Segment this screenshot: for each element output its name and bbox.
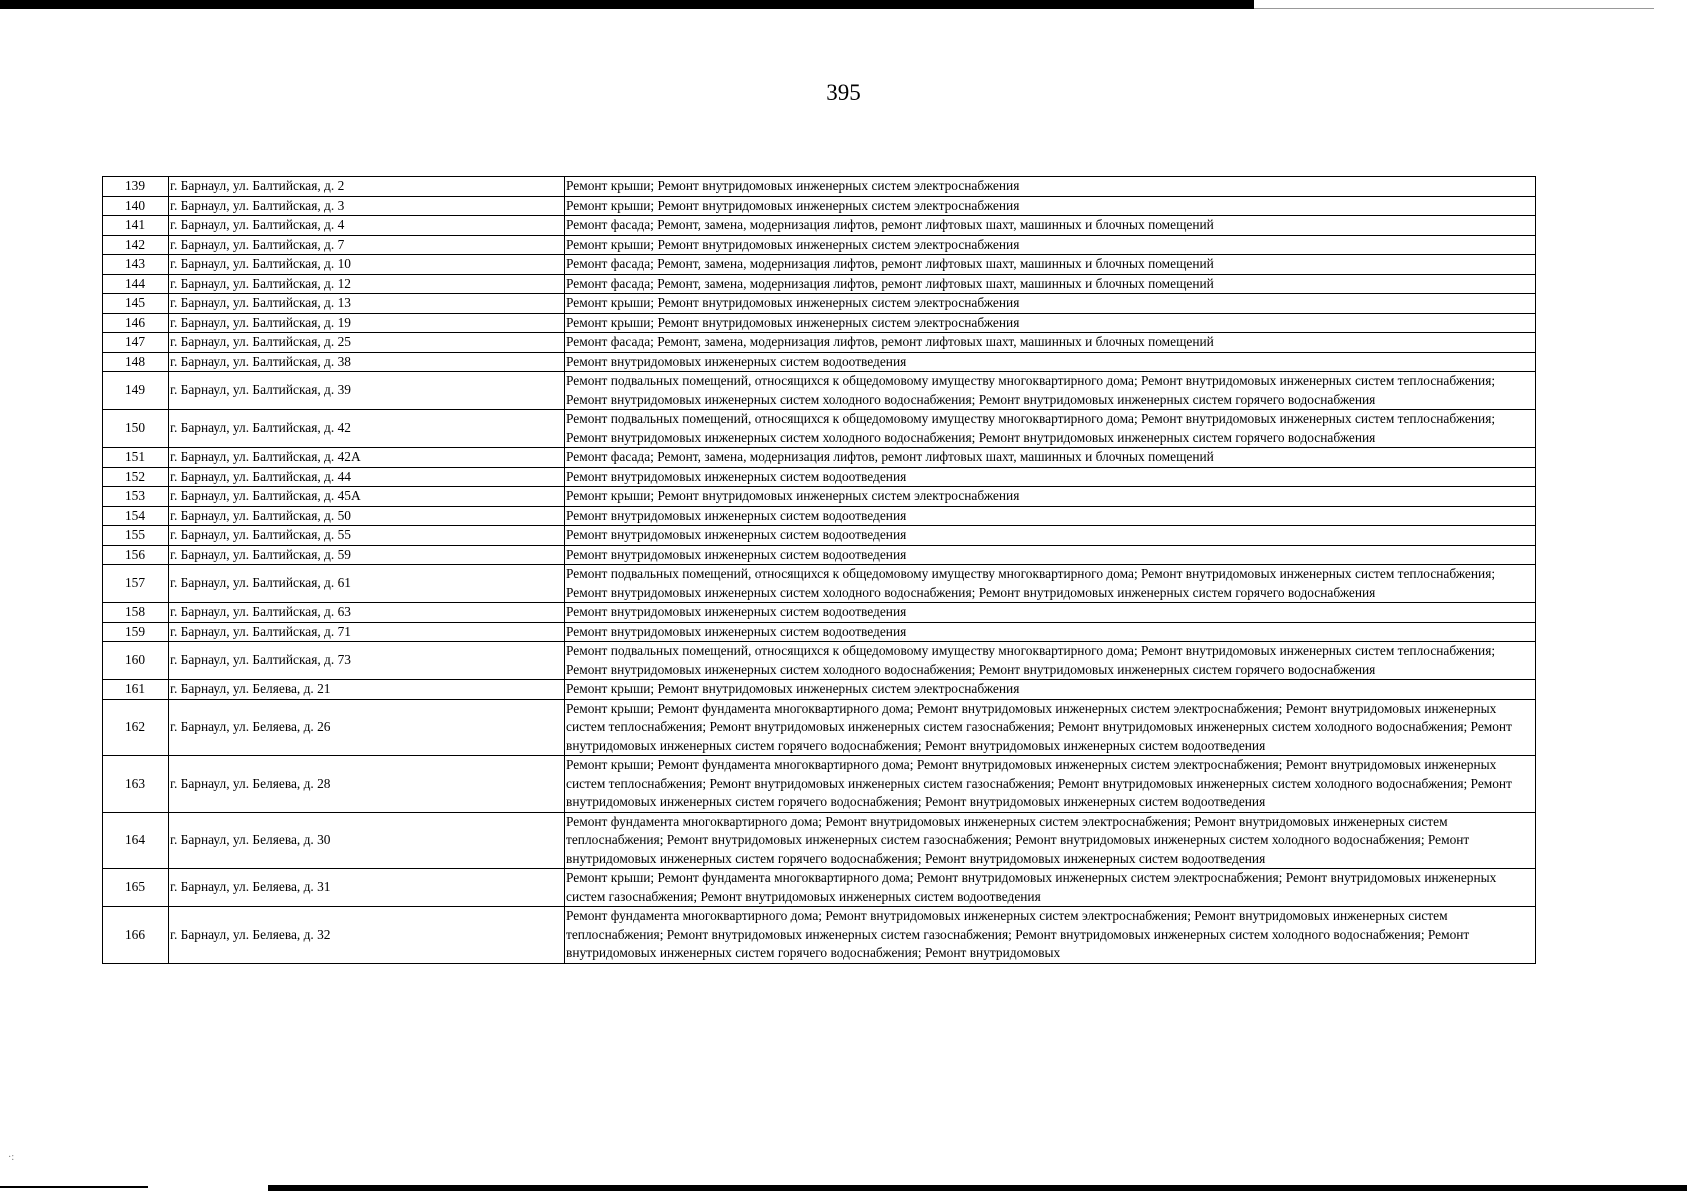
row-number: 153 — [103, 487, 169, 507]
row-number: 139 — [103, 177, 169, 197]
row-address: г. Барнаул, ул. Балтийская, д. 25 — [169, 333, 565, 353]
scan-border-bottom — [268, 1185, 1687, 1191]
row-works: Ремонт крыши; Ремонт внутридомовых инженерных систем электроснабжения — [565, 487, 1536, 507]
table-row — [103, 756, 1536, 813]
table-row — [103, 274, 1536, 294]
row-number: 156 — [103, 545, 169, 565]
table-row — [103, 196, 1536, 216]
row-number: 141 — [103, 216, 169, 236]
row-address: г. Барнаул, ул. Балтийская, д. 2 — [169, 177, 565, 197]
row-number: 158 — [103, 603, 169, 623]
row-address: г. Барнаул, ул. Балтийская, д. 39 — [169, 372, 565, 410]
row-number: 166 — [103, 907, 169, 964]
row-number: 151 — [103, 448, 169, 468]
table-row — [103, 410, 1536, 448]
row-address: г. Барнаул, ул. Беляева, д. 31 — [169, 869, 565, 907]
row-address: г. Барнаул, ул. Балтийская, д. 63 — [169, 603, 565, 623]
row-address: г. Барнаул, ул. Балтийская, д. 4 — [169, 216, 565, 236]
row-number: 145 — [103, 294, 169, 314]
table-row — [103, 526, 1536, 546]
row-address: г. Барнаул, ул. Балтийская, д. 38 — [169, 352, 565, 372]
row-number: 148 — [103, 352, 169, 372]
row-works: Ремонт внутридомовых инженерных систем водоотведения — [565, 622, 1536, 642]
row-works: Ремонт внутридомовых инженерных систем водоотведения — [565, 506, 1536, 526]
row-works: Ремонт фундамента многоквартирного дома; Ремонт внутридомовых инженерных систем электроснабжения; Ремонт внутридомовых инженерных систем теплоснабжения; Ремонт внутридомовых инженерных систем газоснабжения; Ремонт внутридомовых инженерных систем холодного водоснабжения; Ремонт внутридомовых инженерных систем горячего водоснабжения; Ремонт внутридомовых — [565, 907, 1536, 964]
table-row — [103, 545, 1536, 565]
table-row — [103, 372, 1536, 410]
table-row — [103, 812, 1536, 869]
row-number: 150 — [103, 410, 169, 448]
row-address: г. Барнаул, ул. Беляева, д. 26 — [169, 699, 565, 756]
row-address: г. Барнаул, ул. Балтийская, д. 44 — [169, 467, 565, 487]
table-row — [103, 313, 1536, 333]
table-row — [103, 448, 1536, 468]
row-works: Ремонт фасада; Ремонт, замена, модернизация лифтов, ремонт лифтовых шахт, машинных и блочных помещений — [565, 448, 1536, 468]
row-works: Ремонт фасада; Ремонт, замена, модернизация лифтов, ремонт лифтовых шахт, машинных и блочных помещений — [565, 333, 1536, 353]
row-address: г. Барнаул, ул. Балтийская, д. 55 — [169, 526, 565, 546]
row-number: 152 — [103, 467, 169, 487]
row-works: Ремонт фундамента многоквартирного дома; Ремонт внутридомовых инженерных систем электроснабжения; Ремонт внутридомовых инженерных систем теплоснабжения; Ремонт внутридомовых инженерных систем газоснабжения; Ремонт внутридомовых инженерных систем холодного водоснабжения; Ремонт внутридомовых инженерных систем горячего водоснабжения; Ремонт внутридомовых инженерных систем водоотведения — [565, 812, 1536, 869]
row-works: Ремонт внутридомовых инженерных систем водоотведения — [565, 603, 1536, 623]
row-number: 164 — [103, 812, 169, 869]
scan-border-top — [0, 0, 1254, 9]
scan-border-top-thin — [1254, 8, 1654, 9]
row-address: г. Барнаул, ул. Балтийская, д. 59 — [169, 545, 565, 565]
table-row — [103, 680, 1536, 700]
row-works: Ремонт крыши; Ремонт внутридомовых инженерных систем электроснабжения — [565, 313, 1536, 333]
row-number: 146 — [103, 313, 169, 333]
table-row — [103, 177, 1536, 197]
table-row — [103, 699, 1536, 756]
table-row — [103, 603, 1536, 623]
row-works: Ремонт крыши; Ремонт внутридомовых инженерных систем электроснабжения — [565, 294, 1536, 314]
row-address: г. Барнаул, ул. Балтийская, д. 42А — [169, 448, 565, 468]
row-address: г. Барнаул, ул. Беляева, д. 28 — [169, 756, 565, 813]
table-row — [103, 907, 1536, 964]
scan-artifact-mark: ·: — [8, 1152, 15, 1163]
row-address: г. Барнаул, ул. Беляева, д. 32 — [169, 907, 565, 964]
row-address: г. Барнаул, ул. Балтийская, д. 10 — [169, 255, 565, 275]
row-number: 155 — [103, 526, 169, 546]
row-works: Ремонт внутридомовых инженерных систем водоотведения — [565, 467, 1536, 487]
row-number: 144 — [103, 274, 169, 294]
row-number: 162 — [103, 699, 169, 756]
table-row — [103, 622, 1536, 642]
table-row — [103, 333, 1536, 353]
row-address: г. Барнаул, ул. Балтийская, д. 73 — [169, 642, 565, 680]
row-works: Ремонт внутридомовых инженерных систем водоотведения — [565, 545, 1536, 565]
row-address: г. Барнаул, ул. Балтийская, д. 50 — [169, 506, 565, 526]
row-number: 165 — [103, 869, 169, 907]
row-works: Ремонт фасада; Ремонт, замена, модернизация лифтов, ремонт лифтовых шахт, машинных и блочных помещений — [565, 255, 1536, 275]
row-works: Ремонт подвальных помещений, относящихся к общедомовому имуществу многоквартирного дома; Ремонт внутридомовых инженерных систем теплоснабжения; Ремонт внутридомовых инженерных систем холодного водоснабжения; Ремонт внутридомовых инженерных систем горячего водоснабжения — [565, 642, 1536, 680]
row-works: Ремонт крыши; Ремонт фундамента многоквартирного дома; Ремонт внутридомовых инженерных систем электроснабжения; Ремонт внутридомовых инженерных систем газоснабжения; Ремонт внутридомовых инженерных систем водоотведения — [565, 869, 1536, 907]
table-row — [103, 869, 1536, 907]
table-row — [103, 642, 1536, 680]
row-works: Ремонт подвальных помещений, относящихся к общедомовому имуществу многоквартирного дома; Ремонт внутридомовых инженерных систем теплоснабжения; Ремонт внутридомовых инженерных систем холодного водоснабжения; Ремонт внутридомовых инженерных систем горячего водоснабжения — [565, 410, 1536, 448]
row-works: Ремонт внутридомовых инженерных систем водоотведения — [565, 352, 1536, 372]
row-works: Ремонт крыши; Ремонт внутридомовых инженерных систем электроснабжения — [565, 680, 1536, 700]
table-row — [103, 216, 1536, 236]
row-number: 140 — [103, 196, 169, 216]
repair-register-table — [102, 176, 1536, 964]
row-works: Ремонт фасада; Ремонт, замена, модернизация лифтов, ремонт лифтовых шахт, машинных и блочных помещений — [565, 274, 1536, 294]
row-works: Ремонт внутридомовых инженерных систем водоотведения — [565, 526, 1536, 546]
row-number: 157 — [103, 565, 169, 603]
row-number: 160 — [103, 642, 169, 680]
row-works: Ремонт крыши; Ремонт внутридомовых инженерных систем электроснабжения — [565, 235, 1536, 255]
row-number: 154 — [103, 506, 169, 526]
table-row — [103, 506, 1536, 526]
scan-border-bottom-left — [0, 1186, 148, 1188]
page-number: 395 — [826, 80, 861, 105]
row-number: 163 — [103, 756, 169, 813]
row-address: г. Барнаул, ул. Балтийская, д. 7 — [169, 235, 565, 255]
table-row — [103, 255, 1536, 275]
table-row — [103, 565, 1536, 603]
row-number: 149 — [103, 372, 169, 410]
row-number: 161 — [103, 680, 169, 700]
row-works: Ремонт подвальных помещений, относящихся к общедомовому имуществу многоквартирного дома; Ремонт внутридомовых инженерных систем теплоснабжения; Ремонт внутридомовых инженерных систем холодного водоснабжения; Ремонт внутридомовых инженерных систем горячего водоснабжения — [565, 372, 1536, 410]
row-number: 159 — [103, 622, 169, 642]
row-works: Ремонт подвальных помещений, относящихся к общедомовому имуществу многоквартирного дома; Ремонт внутридомовых инженерных систем теплоснабжения; Ремонт внутридомовых инженерных систем холодного водоснабжения; Ремонт внутридомовых инженерных систем горячего водоснабжения — [565, 565, 1536, 603]
row-number: 143 — [103, 255, 169, 275]
row-address: г. Барнаул, ул. Беляева, д. 30 — [169, 812, 565, 869]
row-number: 147 — [103, 333, 169, 353]
row-address: г. Барнаул, ул. Балтийская, д. 19 — [169, 313, 565, 333]
row-works: Ремонт крыши; Ремонт внутридомовых инженерных систем электроснабжения — [565, 177, 1536, 197]
table-row — [103, 467, 1536, 487]
table-row — [103, 487, 1536, 507]
row-address: г. Барнаул, ул. Балтийская, д. 61 — [169, 565, 565, 603]
table-row — [103, 352, 1536, 372]
row-address: г. Барнаул, ул. Балтийская, д. 42 — [169, 410, 565, 448]
row-works: Ремонт крыши; Ремонт фундамента многоквартирного дома; Ремонт внутридомовых инженерных систем электроснабжения; Ремонт внутридомовых инженерных систем теплоснабжения; Ремонт внутридомовых инженерных систем газоснабжения; Ремонт внутридомовых инженерных систем холодного водоснабжения; Ремонт внутридомовых инженерных систем горячего водоснабжения; Ремонт внутридомовых инженерных систем водоотведения — [565, 699, 1536, 756]
register-body — [103, 177, 1536, 964]
row-works: Ремонт крыши; Ремонт фундамента многоквартирного дома; Ремонт внутридомовых инженерных систем электроснабжения; Ремонт внутридомовых инженерных систем теплоснабжения; Ремонт внутридомовых инженерных систем газоснабжения; Ремонт внутридомовых инженерных систем холодного водоснабжения; Ремонт внутридомовых инженерных систем горячего водоснабжения; Ремонт внутридомовых инженерных систем водоотведения — [565, 756, 1536, 813]
row-address: г. Барнаул, ул. Балтийская, д. 3 — [169, 196, 565, 216]
row-address: г. Барнаул, ул. Балтийская, д. 13 — [169, 294, 565, 314]
row-number: 142 — [103, 235, 169, 255]
table-row — [103, 294, 1536, 314]
row-address: г. Барнаул, ул. Балтийская, д. 12 — [169, 274, 565, 294]
row-address: г. Барнаул, ул. Балтийская, д. 45А — [169, 487, 565, 507]
row-address: г. Барнаул, ул. Беляева, д. 21 — [169, 680, 565, 700]
row-works: Ремонт фасада; Ремонт, замена, модернизация лифтов, ремонт лифтовых шахт, машинных и блочных помещений — [565, 216, 1536, 236]
row-works: Ремонт крыши; Ремонт внутридомовых инженерных систем электроснабжения — [565, 196, 1536, 216]
table-row — [103, 235, 1536, 255]
row-address: г. Барнаул, ул. Балтийская, д. 71 — [169, 622, 565, 642]
